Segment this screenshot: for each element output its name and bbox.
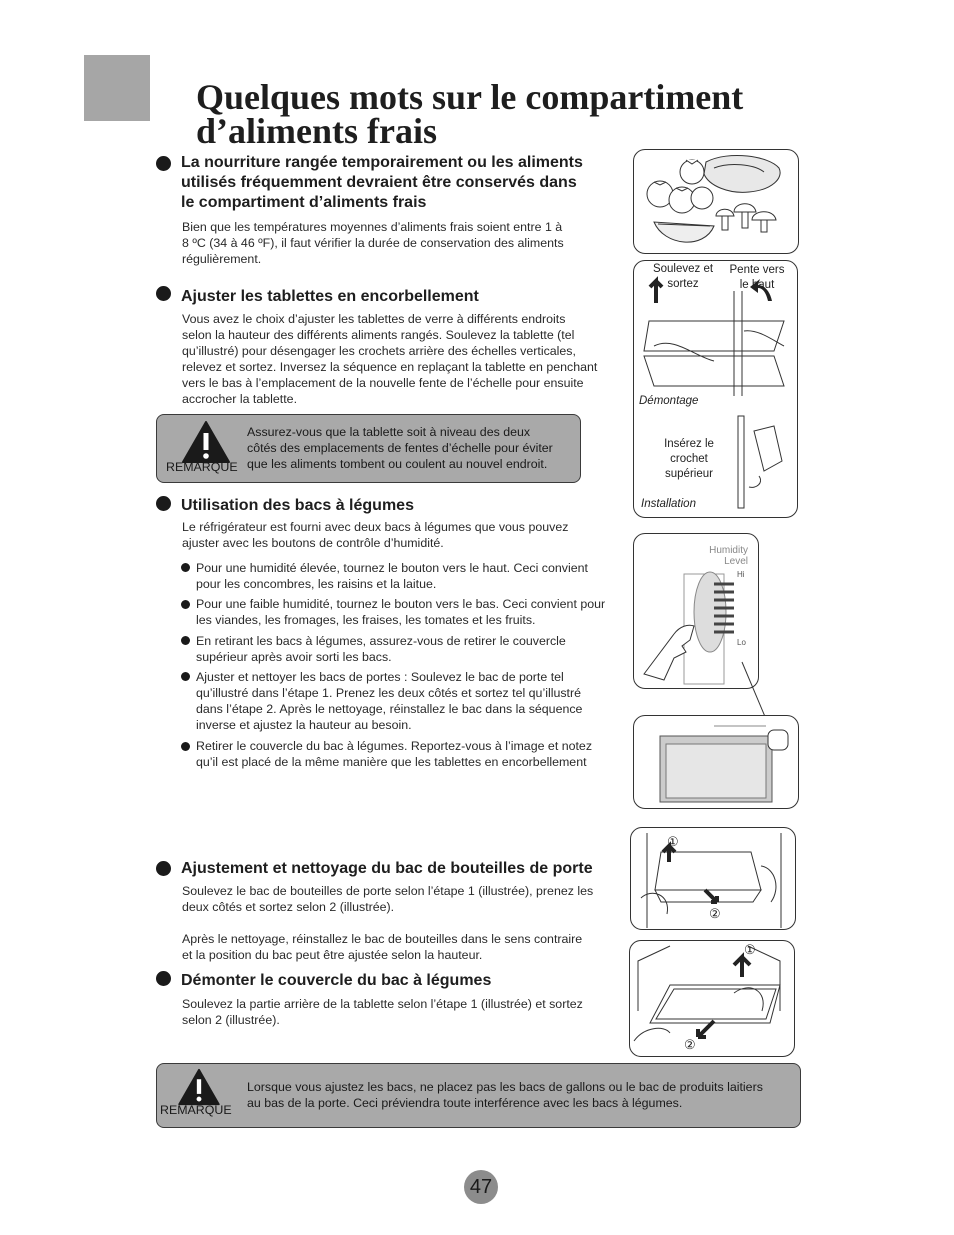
body-line: relevez et sortez. Inversez la séquence en replaçant la tablette en penchant [182,360,598,374]
list-item [196,738,626,770]
caption-line: crochet [670,453,708,465]
remark-line: au bas de la porte. Ceci préviendra toute interférence avec les bacs à légumes. [247,1096,683,1110]
body-line: 8 ºC (34 à 46 ºF), il faut vérifier la durée de conservation des aliments [182,236,564,250]
list-item-line: En retirant les bacs à légumes, assurez-vous de retirer le couvercle [196,634,566,648]
caption-line: Soulevez et [652,263,714,275]
crisper-drawer-diagram [634,716,798,808]
list-bullet [181,600,190,609]
remark-box [156,414,581,483]
heading-line: le compartiment d’aliments frais [181,194,427,211]
section-body-fresh-food [182,219,618,267]
warning-icon [174,1068,224,1106]
list-bullet [181,672,190,681]
caption-line: Insérez le [664,438,714,450]
list-item-line: Pour une faible humidité, tournez le bouton vers le bas. Ceci convient pour [196,597,606,611]
section-body-crisper-cover [182,996,618,1028]
shelf-adjust-illustration [633,260,798,518]
body-line: Soulevez le bac de bouteilles de porte selon l’étape 1 (illustrée), prenez les [182,884,594,898]
heading-line: utilisés fréquemment devraient être conservés dans [181,174,577,191]
section-body-door-bin-2 [182,931,618,963]
section-heading-crispers: Utilisation des bacs à légumes [181,497,414,514]
body-line: selon la hauteur des différents aliments rangés. Soulevez la tablette (tel [182,328,575,342]
body-line: Vous avez le choix d’ajuster les tablettes de verre à différents endroits [182,312,566,326]
caption-line: supérieur [665,468,713,480]
remark-label: REMARQUE [160,1103,232,1117]
body-line: et la position du bac peut être ajustée selon la hauteur. [182,948,483,962]
body-line: accrocher la tablette. [182,392,298,406]
section-heading-shelves: Ajuster les tablettes en encorbellement [181,288,479,305]
caption-installation: Installation [641,498,696,510]
body-line: régulièrement. [182,252,262,266]
list-item-line: inverse et ajustez la hauteur au besoin. [196,718,412,732]
section-bullet [156,971,171,986]
humidity-hi-label: Hi [737,570,745,579]
section-heading-fresh-food [181,153,621,213]
page-number: 47 [464,1170,498,1204]
crisper-drawer-illustration [633,715,799,809]
body-line: deux côtés et sortez selon 2 (illustrée). [182,900,395,914]
body-line: vers le bas à l’emplacement de la nouvelle fente de l’échelle pour ensuite [182,376,584,390]
step-2-marker: ② [684,1037,696,1052]
section-tab-marker [84,55,150,121]
page-title [196,77,836,151]
caption-line: sortez [667,278,699,290]
list-bullet [181,563,190,572]
section-bullet [156,286,171,301]
list-item-line: qu’il est placé de la même manière que les tablettes en encorbellement [196,755,587,769]
list-item [196,669,626,733]
crisper-cover-diagram [630,941,794,1056]
list-item-line: Ajuster et nettoyer les bacs de portes : Soulevez le bac de porte tel [196,670,564,684]
step-1-marker: ① [744,942,756,957]
section-bullet [156,861,171,876]
section-body-shelves [182,311,618,407]
list-item-line: dans l’étape 2. Après le nettoyage, réinstallez le bac dans la séquence [196,702,583,716]
humidity-label-line: Humidity [709,545,748,556]
fresh-food-illustration [633,149,799,254]
humidity-label-line: Level [724,556,748,567]
body-line: Bien que les températures moyennes d’aliments frais soient entre 1 à [182,220,563,234]
section-body-door-bin [182,883,618,915]
heading-line: La nourriture rangée temporairement ou les aliments [181,154,583,171]
section-heading-crisper-cover: Démonter le couvercle du bac à légumes [181,972,492,989]
list-item-line: supérieur après avoir sorti les bacs. [196,650,392,664]
caption-lift-out [648,262,718,292]
remark-text [247,1079,792,1111]
page-title-line: d’aliments frais [196,111,437,151]
step-1-marker: ① [667,834,679,849]
section-heading-door-bin: Ajustement et nettoyage du bac de bouteilles de porte [181,860,593,877]
body-line: selon 2 (illustrée). [182,1013,280,1027]
remark-line: côtés des emplacements de fentes d’échelle pour éviter [247,441,553,455]
list-item-line: Retirer le couvercle du bac à légumes. Reportez-vous à l’image et notez [196,739,593,753]
remark-line: Assurez-vous que la tablette soit à niveau des deux [247,425,531,439]
caption-line: le haut [739,279,775,291]
list-item-line: pour les concombres, les raisins et la laitue. [196,577,437,591]
list-item-line: les viandes, les fromages, les fraises, les tomates et les fruits. [196,613,536,627]
list-bullet [181,636,190,645]
body-line: Soulevez la partie arrière de la tablette selon l’étape 1 (illustrée) et sortez [182,997,583,1011]
vegetables-illustration [634,150,798,253]
caption-insert-hook [654,437,724,482]
caption-tilt-up [724,263,790,293]
warning-icon [181,420,231,464]
body-line: ajuster avec les boutons de contrôle d’humidité. [182,536,444,550]
section-bullet [156,156,171,171]
list-item [196,560,626,592]
list-bullet [181,742,190,751]
list-item-line: Pour une humidité élevée, tournez le bouton vers le haut. Ceci convient [196,561,588,575]
body-line: Le réfrigérateur est fourni avec deux bacs à légumes que vous pouvez [182,520,569,534]
remark-line: Lorsque vous ajustez les bacs, ne placez pas les bacs de gallons ou le bac de produits laitiers [247,1080,763,1094]
remark-label: REMARQUE [166,460,238,474]
humidity-level-label [688,545,748,567]
crisper-cover-illustration [629,940,795,1057]
section-body-crispers [182,519,618,551]
step-2-marker: ② [709,906,721,921]
door-bin-illustration [630,827,796,930]
remark-text [247,424,577,472]
remark-line: que les aliments tombent ou coulent au nouvel endroit. [247,457,548,471]
body-line: Après le nettoyage, réinstallez le bac de bouteilles dans le sens contraire [182,932,583,946]
page-title-line: Quelques mots sur le compartiment [196,77,744,117]
body-line: qu’illustré) pour désengager les crochets arrière des échelles verticales, [182,344,576,358]
remark-box [156,1063,801,1128]
list-item [196,596,626,628]
caption-removal: Démontage [639,395,699,407]
list-item-line: qu’illustré dans l’étape 1. Prenez les deux côtés et sortez tel qu’illustré [196,686,582,700]
section-bullet [156,496,171,511]
humidity-lo-label: Lo [737,638,746,647]
caption-line: Pente vers [729,264,785,276]
list-item [196,633,626,665]
